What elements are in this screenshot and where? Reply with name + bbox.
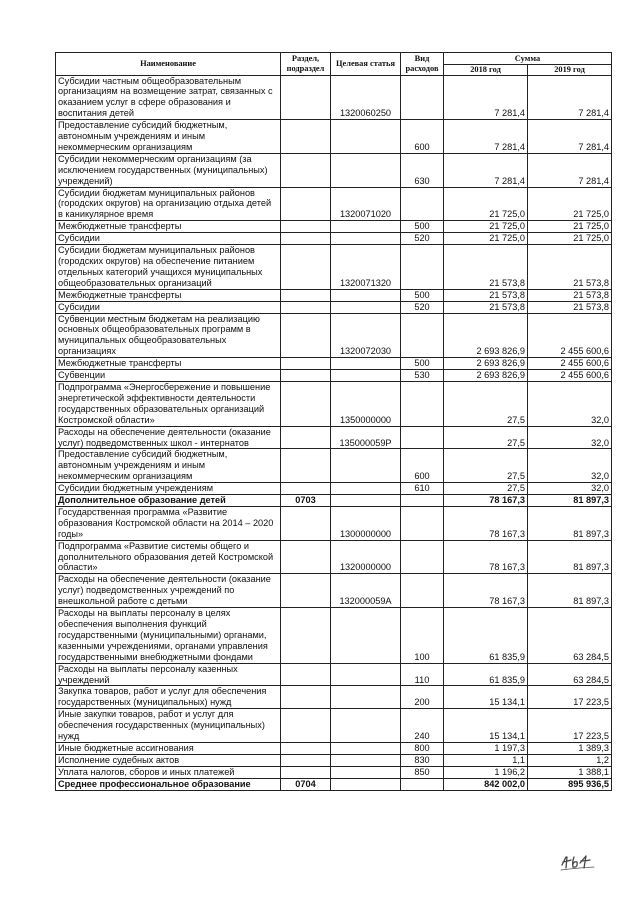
row-target: 1320071320 xyxy=(331,245,401,290)
row-kind xyxy=(401,313,444,358)
row-target xyxy=(331,370,401,382)
table-row xyxy=(56,686,612,709)
row-section xyxy=(281,120,331,154)
table-row xyxy=(56,608,612,664)
row-kind: 500 xyxy=(401,221,444,233)
row-section xyxy=(281,289,331,301)
row-target: 132000059А xyxy=(331,574,401,608)
table-row xyxy=(56,449,612,483)
table-row xyxy=(56,540,612,574)
header-sum: Сумма xyxy=(444,53,612,65)
row-section: 0703 xyxy=(281,495,331,507)
row-section: 0704 xyxy=(281,778,331,790)
row-name: Межбюджетные трансферты xyxy=(56,289,281,301)
table-row xyxy=(56,289,612,301)
row-name: Межбюджетные трансферты xyxy=(56,221,281,233)
row-section xyxy=(281,370,331,382)
row-sum-2019: 7 281,4 xyxy=(528,153,612,187)
row-sum-2018: 21 573,8 xyxy=(444,245,528,290)
row-target xyxy=(331,449,401,483)
row-section xyxy=(281,221,331,233)
row-target xyxy=(331,483,401,495)
row-sum-2019: 81 897,3 xyxy=(528,540,612,574)
row-sum-2019: 21 573,8 xyxy=(528,301,612,313)
row-sum-2019: 21 573,8 xyxy=(528,289,612,301)
table-row xyxy=(56,495,612,507)
row-kind: 500 xyxy=(401,358,444,370)
row-sum-2019: 1 388,1 xyxy=(528,766,612,778)
row-name: Исполнение судебных актов xyxy=(56,754,281,766)
row-sum-2018: 21 573,8 xyxy=(444,289,528,301)
row-target xyxy=(331,742,401,754)
row-name: Субсидии бюджетным учреждениям xyxy=(56,483,281,495)
row-kind: 110 xyxy=(401,663,444,686)
row-name: Субсидии некоммерческим организациям (за исключением государственных (муниципальных) учреждений) xyxy=(56,153,281,187)
row-sum-2019: 81 897,3 xyxy=(528,506,612,540)
row-sum-2019: 32,0 xyxy=(528,449,612,483)
table-row xyxy=(56,75,612,120)
row-kind: 520 xyxy=(401,301,444,313)
table-row xyxy=(56,187,612,221)
row-sum-2018: 2 693 826,9 xyxy=(444,358,528,370)
row-kind: 520 xyxy=(401,233,444,245)
row-sum-2018: 1,1 xyxy=(444,754,528,766)
page-number-handwritten xyxy=(560,848,600,872)
row-kind xyxy=(401,381,444,426)
row-sum-2018: 15 134,1 xyxy=(444,686,528,709)
row-target: 1320072030 xyxy=(331,313,401,358)
table-row xyxy=(56,358,612,370)
row-sum-2018: 61 835,9 xyxy=(444,663,528,686)
row-target: 1350000000 xyxy=(331,381,401,426)
row-kind: 100 xyxy=(401,608,444,664)
row-sum-2018: 78 167,3 xyxy=(444,574,528,608)
row-sum-2018: 15 134,1 xyxy=(444,709,528,743)
row-sum-2019: 81 897,3 xyxy=(528,495,612,507)
row-section xyxy=(281,245,331,290)
row-sum-2019: 21 725,0 xyxy=(528,233,612,245)
row-sum-2018: 78 167,3 xyxy=(444,540,528,574)
row-section xyxy=(281,754,331,766)
row-kind xyxy=(401,778,444,790)
row-sum-2019: 7 281,4 xyxy=(528,120,612,154)
row-name: Иные закупки товаров, работ и услуг для обеспечения государственных (муниципальных) нужд xyxy=(56,709,281,743)
row-kind: 600 xyxy=(401,449,444,483)
row-section xyxy=(281,75,331,120)
table-row xyxy=(56,426,612,449)
row-sum-2018: 27,5 xyxy=(444,449,528,483)
row-sum-2018: 27,5 xyxy=(444,426,528,449)
row-target xyxy=(331,778,401,790)
row-name: Подпрограмма «Энергосбережение и повышение энергетической эффективности деятельности государственных образовательных организаций Костромской области» xyxy=(56,381,281,426)
row-target xyxy=(331,754,401,766)
row-kind: 830 xyxy=(401,754,444,766)
table-row xyxy=(56,506,612,540)
row-sum-2019: 2 455 600,6 xyxy=(528,370,612,382)
row-kind: 630 xyxy=(401,153,444,187)
row-sum-2019: 81 897,3 xyxy=(528,574,612,608)
row-target xyxy=(331,221,401,233)
row-kind xyxy=(401,75,444,120)
table-row xyxy=(56,245,612,290)
row-sum-2019: 7 281,4 xyxy=(528,75,612,120)
row-sum-2019: 1 389,3 xyxy=(528,742,612,754)
row-kind xyxy=(401,506,444,540)
row-sum-2018: 21 725,0 xyxy=(444,221,528,233)
table-row xyxy=(56,120,612,154)
row-section xyxy=(281,187,331,221)
row-target xyxy=(331,495,401,507)
row-sum-2019: 21 725,0 xyxy=(528,221,612,233)
row-section xyxy=(281,540,331,574)
row-sum-2019: 21 725,0 xyxy=(528,187,612,221)
row-section xyxy=(281,709,331,743)
table-row xyxy=(56,754,612,766)
row-name: Предоставление субсидий бюджетным, автономным учреждениям и иным некоммерческим организациям xyxy=(56,449,281,483)
row-target xyxy=(331,301,401,313)
budget-table xyxy=(55,52,612,791)
table-row xyxy=(56,766,612,778)
row-kind: 800 xyxy=(401,742,444,754)
row-sum-2019: 2 455 600,6 xyxy=(528,358,612,370)
row-kind: 530 xyxy=(401,370,444,382)
table-row xyxy=(56,663,612,686)
row-target xyxy=(331,663,401,686)
row-section xyxy=(281,153,331,187)
table-row xyxy=(56,381,612,426)
row-target: 135000059Р xyxy=(331,426,401,449)
header-section: Раздел, подраздел xyxy=(281,53,331,76)
row-section xyxy=(281,483,331,495)
header-kind: Вид расходов xyxy=(401,53,444,76)
row-sum-2018: 7 281,4 xyxy=(444,120,528,154)
row-sum-2019: 17 223,5 xyxy=(528,709,612,743)
row-sum-2018: 27,5 xyxy=(444,483,528,495)
row-section xyxy=(281,301,331,313)
row-target: 1320060250 xyxy=(331,75,401,120)
row-kind xyxy=(401,540,444,574)
row-target xyxy=(331,766,401,778)
row-kind xyxy=(401,495,444,507)
row-target xyxy=(331,686,401,709)
row-kind: 240 xyxy=(401,709,444,743)
row-section xyxy=(281,686,331,709)
row-name: Расходы на выплаты персоналу в целях обеспечения выполнения функций государственными (муниципальными) органами, казенными учреждениями, органами управления государственными внебюджетными фондами xyxy=(56,608,281,664)
row-name: Субсидии xyxy=(56,233,281,245)
row-section xyxy=(281,233,331,245)
row-sum-2018: 21 725,0 xyxy=(444,233,528,245)
table-body xyxy=(56,75,612,790)
row-kind: 200 xyxy=(401,686,444,709)
row-sum-2018: 78 167,3 xyxy=(444,506,528,540)
row-target xyxy=(331,358,401,370)
row-kind xyxy=(401,187,444,221)
row-name: Расходы на обеспечение деятельности (оказание услуг) подведомственных школ - интернатов xyxy=(56,426,281,449)
row-sum-2018: 27,5 xyxy=(444,381,528,426)
row-sum-2019: 2 455 600,6 xyxy=(528,313,612,358)
row-kind xyxy=(401,426,444,449)
table-row xyxy=(56,301,612,313)
row-sum-2019: 63 284,5 xyxy=(528,608,612,664)
row-sum-2018: 61 835,9 xyxy=(444,608,528,664)
row-name: Расходы на выплаты персоналу казенных учреждений xyxy=(56,663,281,686)
row-sum-2018: 1 197,3 xyxy=(444,742,528,754)
row-sum-2018: 1 196,2 xyxy=(444,766,528,778)
row-target xyxy=(331,153,401,187)
row-sum-2018: 842 002,0 xyxy=(444,778,528,790)
row-target xyxy=(331,289,401,301)
row-name: Иные бюджетные ассигнования xyxy=(56,742,281,754)
row-name: Расходы на обеспечение деятельности (оказание услуг) подведомственных учреждений по внешкольной работе с детьми xyxy=(56,574,281,608)
row-section xyxy=(281,506,331,540)
row-name: Закупка товаров, работ и услуг для обеспечения государственных (муниципальных) нужд xyxy=(56,686,281,709)
row-section xyxy=(281,766,331,778)
row-sum-2018: 7 281,4 xyxy=(444,75,528,120)
table-row xyxy=(56,221,612,233)
row-kind xyxy=(401,245,444,290)
row-sum-2018: 21 725,0 xyxy=(444,187,528,221)
table-row xyxy=(56,742,612,754)
header-name: Наименование xyxy=(56,53,281,76)
row-sum-2018: 2 693 826,9 xyxy=(444,370,528,382)
row-section xyxy=(281,381,331,426)
row-section xyxy=(281,358,331,370)
row-sum-2019: 32,0 xyxy=(528,381,612,426)
row-target xyxy=(331,709,401,743)
header-target: Целевая статья xyxy=(331,53,401,76)
row-section xyxy=(281,663,331,686)
row-sum-2019: 1,2 xyxy=(528,754,612,766)
row-name: Уплата налогов, сборов и иных платежей xyxy=(56,766,281,778)
row-kind: 600 xyxy=(401,120,444,154)
row-sum-2019: 63 284,5 xyxy=(528,663,612,686)
row-name: Субсидии бюджетам муниципальных районов (городских округов) на обеспечение питанием отдельных категорий учащихся муниципальных общеобразовательных организаций xyxy=(56,245,281,290)
row-target xyxy=(331,608,401,664)
row-target: 1320000000 xyxy=(331,540,401,574)
row-target: 1320071020 xyxy=(331,187,401,221)
row-section xyxy=(281,608,331,664)
row-section xyxy=(281,313,331,358)
table-row xyxy=(56,370,612,382)
row-section xyxy=(281,574,331,608)
row-name: Субсидии xyxy=(56,301,281,313)
row-section xyxy=(281,449,331,483)
row-name: Дополнительное образование детей xyxy=(56,495,281,507)
table-row xyxy=(56,313,612,358)
row-name: Субвенции xyxy=(56,370,281,382)
row-sum-2019: 32,0 xyxy=(528,426,612,449)
row-name: Среднее профессиональное образование xyxy=(56,778,281,790)
row-section xyxy=(281,426,331,449)
row-name: Субсидии частным общеобразовательным организациям на возмещение затрат, связанных с оказанием услуг в сфере образования и воспитания детей xyxy=(56,75,281,120)
row-sum-2018: 2 693 826,9 xyxy=(444,313,528,358)
table-header xyxy=(56,53,612,76)
row-name: Субсидии бюджетам муниципальных районов (городских округов) на организацию отдыха детей в каникулярное время xyxy=(56,187,281,221)
header-year-2018: 2018 год xyxy=(444,65,528,76)
row-name: Государственная программа «Развитие образования Костромской области на 2014 – 2020 годы» xyxy=(56,506,281,540)
table-row xyxy=(56,233,612,245)
row-sum-2019: 21 573,8 xyxy=(528,245,612,290)
row-name: Межбюджетные трансферты xyxy=(56,358,281,370)
table-row xyxy=(56,483,612,495)
header-year-2019: 2019 год xyxy=(528,65,612,76)
row-sum-2018: 7 281,4 xyxy=(444,153,528,187)
table-row xyxy=(56,153,612,187)
row-name: Предоставление субсидий бюджетным, автономным учреждениям и иным некоммерческим организациям xyxy=(56,120,281,154)
row-kind: 500 xyxy=(401,289,444,301)
row-section xyxy=(281,742,331,754)
row-sum-2019: 17 223,5 xyxy=(528,686,612,709)
row-sum-2019: 895 936,5 xyxy=(528,778,612,790)
row-target xyxy=(331,233,401,245)
row-kind xyxy=(401,574,444,608)
row-kind: 610 xyxy=(401,483,444,495)
row-sum-2018: 21 573,8 xyxy=(444,301,528,313)
row-sum-2018: 78 167,3 xyxy=(444,495,528,507)
row-sum-2019: 32,0 xyxy=(528,483,612,495)
table-row xyxy=(56,709,612,743)
table-row xyxy=(56,778,612,790)
table-row xyxy=(56,574,612,608)
row-target: 1300000000 xyxy=(331,506,401,540)
row-target xyxy=(331,120,401,154)
row-kind: 850 xyxy=(401,766,444,778)
row-name: Подпрограмма «Развитие системы общего и дополнительного образования детей Костромской области» xyxy=(56,540,281,574)
row-name: Субвенции местным бюджетам на реализацию основных общеобразовательных программ в муниципальных общеобразовательных организациях xyxy=(56,313,281,358)
